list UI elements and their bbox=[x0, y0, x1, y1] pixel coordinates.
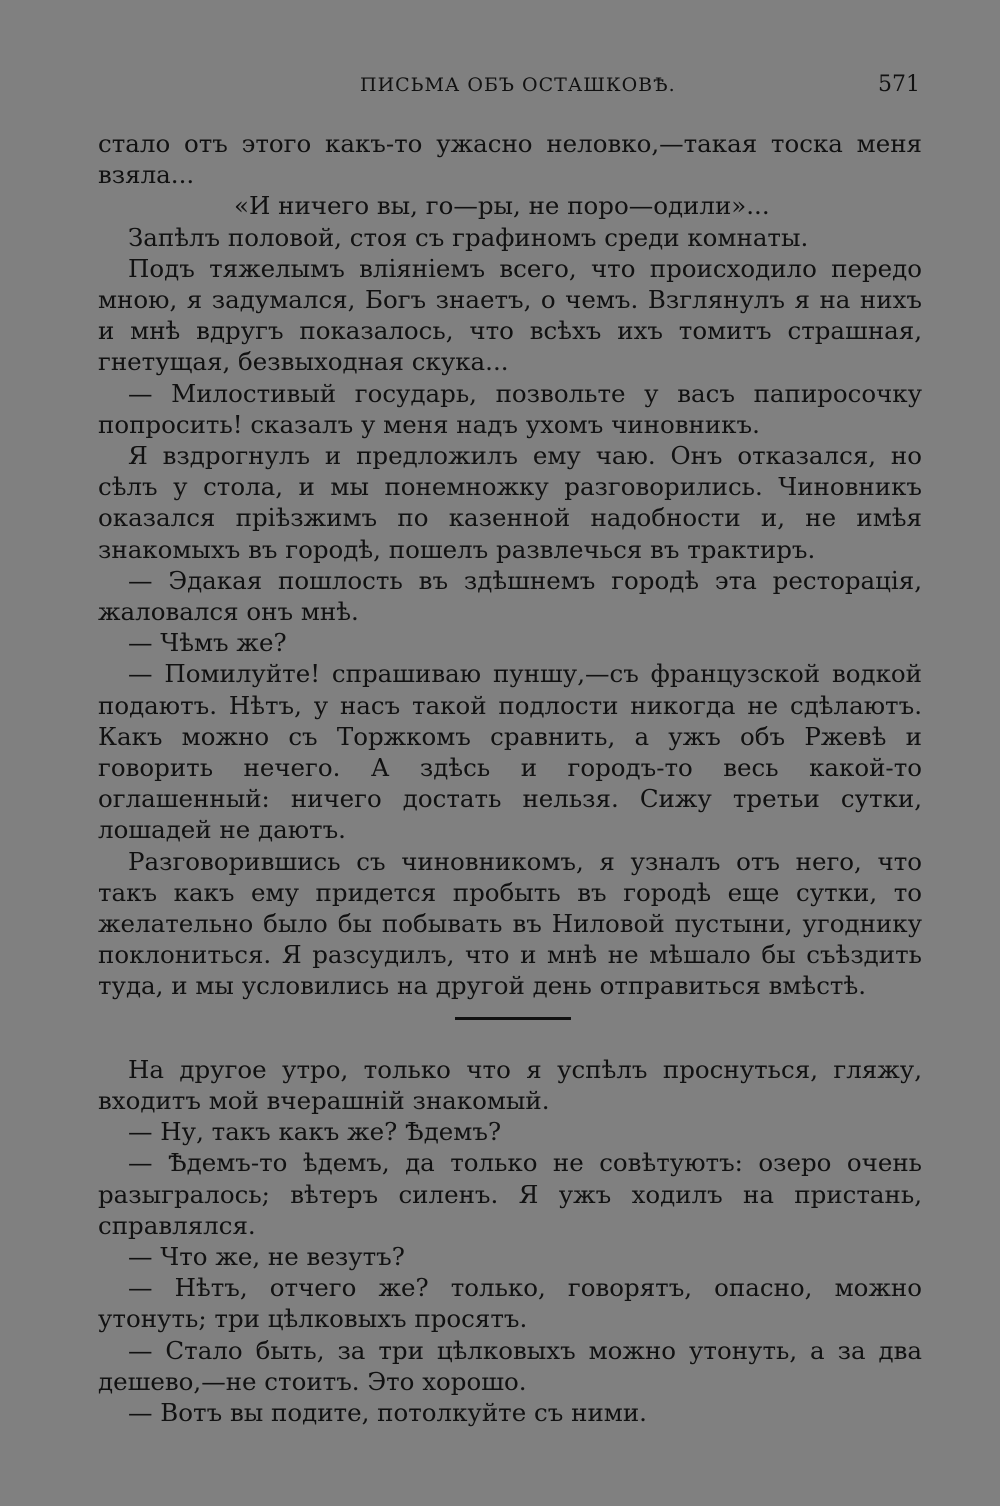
paragraph: Разговорившись съ чиновникомъ, я узналъ отъ него, что такъ какъ ему придется пробыть въ городѣ еще сутки, то желательно было бы побывать въ Ниловой пустыни, угоднику поклониться. Я разсудилъ, что и мнѣ не мѣшало бы съѣздить туда, и мы условились на другой день отправиться вмѣстѣ. bbox=[98, 846, 922, 1001]
dialogue-line: — Чѣмъ же? bbox=[128, 628, 287, 658]
paragraph: стало отъ этого какъ-то ужасно неловко,—такая тоска меня взяла... bbox=[98, 129, 922, 190]
dialogue-line: — Ѣдемъ-то ѣдемъ, да только не совѣтуютъ: озеро очень разыгралось; вѣтеръ силенъ. Я ужъ ходилъ на пристань, справлялся. bbox=[98, 1148, 922, 1240]
dialogue-line: — Милостивый государь, позвольте у васъ папиросочку попросить! сказалъ у меня надъ ухомъ чиновникъ. bbox=[98, 378, 922, 439]
paragraph: Подъ тяжелымъ вліяніемъ всего, что происходило передо мною, я задумался, Богъ знаетъ, о чемъ. Взглянулъ я на нихъ и мнѣ вдругъ показалось, что всѣхъ ихъ томитъ страшная, гнетущая, безвыходная скука... bbox=[98, 253, 922, 377]
paragraph: На другое утро, только что я успѣлъ проснуться, гляжу, входитъ мой вчерашній знакомый. bbox=[98, 1054, 922, 1115]
song-line: «И ничего вы, го—ры, не поро—одили»... bbox=[234, 191, 770, 221]
dialogue-line: — Что же, не везутъ? bbox=[128, 1241, 405, 1271]
dialogue-line: — Нѣтъ, отчего же? только, говорятъ, опасно, можно утонуть; три цѣлковыхъ просятъ. bbox=[98, 1273, 922, 1334]
dialogue-line: — Ну, такъ какъ же? Ѣдемъ? bbox=[128, 1117, 502, 1147]
paragraph: Запѣлъ половой, стоя съ графиномъ среди комнаты. bbox=[128, 222, 809, 252]
body-text bbox=[98, 128, 922, 1428]
dialogue-line: — Вотъ вы подите, потолкуйте съ ними. bbox=[128, 1397, 647, 1427]
dialogue-line: — Стало быть, за три цѣлковыхъ можно утонуть, а за два дешево,—не стоитъ. Это хорошо. bbox=[98, 1335, 922, 1396]
dialogue-line: — Помилуйте! спрашиваю пуншу,—съ французской водкой подаютъ. Нѣтъ, у насъ такой подлости никогда не сдѣлаютъ. Какъ можно съ Торжкомъ сравнить, а ужъ объ Ржевѣ и говорить нечего. А здѣсь и городъ-то весь какой-то оглашенный: ничего достать нельзя. Сижу третьи сутки, лошадей не даютъ. bbox=[98, 659, 922, 845]
page-number: 571 bbox=[878, 72, 920, 97]
paragraph: Я вздрогнулъ и предложилъ ему чаю. Онъ отказался, но сѣлъ у стола, и мы понемножку разговорились. Чиновникъ оказался пріѣзжимъ по казенной надобности и, не имѣя знакомыхъ въ городѣ, пошелъ развлечься въ трактиръ. bbox=[98, 441, 922, 564]
section-divider bbox=[455, 1017, 571, 1020]
dialogue-line: — Эдакая пошлость въ здѣшнемъ городѣ эта ресторація, жаловался онъ мнѣ. bbox=[98, 565, 922, 627]
running-head: ПИСЬМА ОБЪ ОСТАШКОВѢ. bbox=[360, 74, 676, 96]
